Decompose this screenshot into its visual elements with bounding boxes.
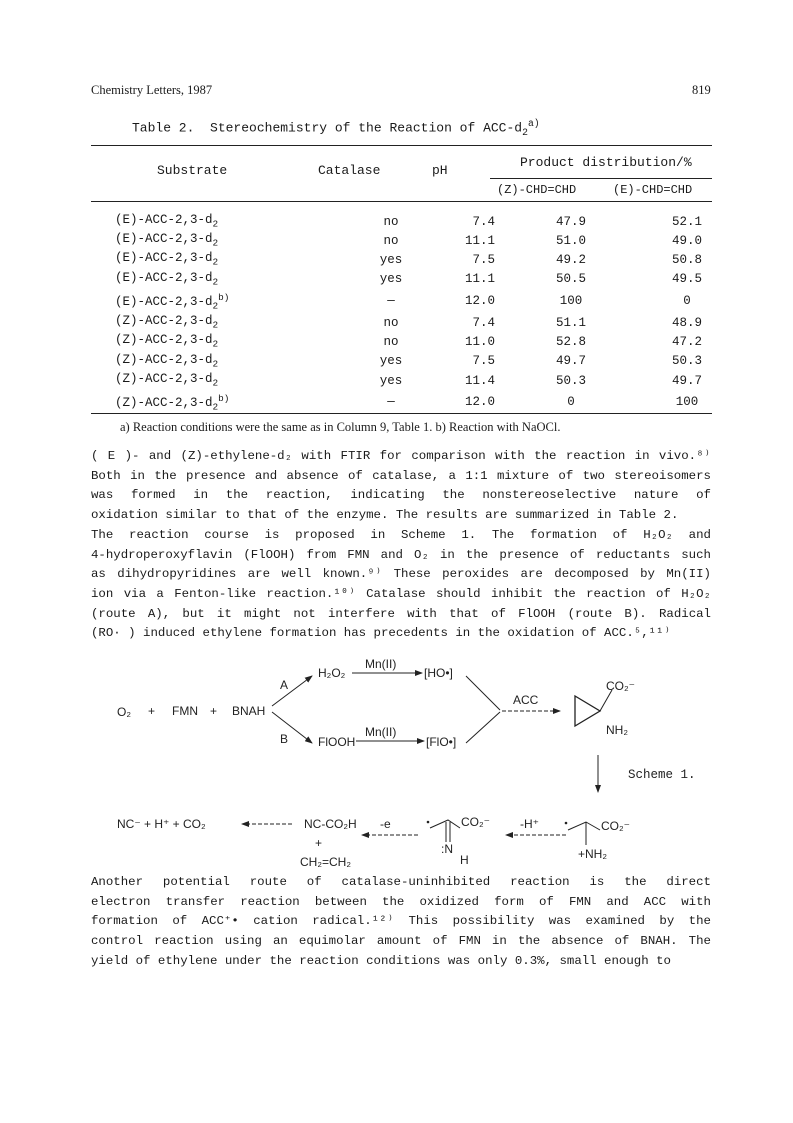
- imine-hydrogen: H: [460, 853, 469, 867]
- cell-ph: 7.5: [472, 253, 495, 268]
- radical-dot-2: [565, 822, 568, 825]
- cell-substrate: [115, 391, 345, 415]
- cell-z: 47.9: [555, 214, 586, 229]
- table-row: [115, 271, 747, 290]
- route-a-arrow: [272, 676, 312, 706]
- substrate-name: (Z)-ACC-2,3-d: [115, 333, 213, 348]
- acc-label: ACC: [513, 693, 539, 707]
- cell-substrate: [115, 232, 345, 251]
- cell-catalase: —: [387, 395, 395, 410]
- text-line: The reaction course is proposed in Scheme 1. The formation of H₂O₂ and: [91, 528, 711, 542]
- subscript-2: 2: [212, 338, 219, 350]
- text-line: (RO· ) induced ethylene formation has precedents in the oxidation of ACC.⁵,¹¹⁾: [91, 626, 672, 641]
- header-ph: pH: [432, 163, 448, 178]
- substrate-name: (Z)-ACC-2,3-d: [115, 371, 213, 386]
- table-row: [115, 372, 747, 391]
- subscript-2: 2: [212, 237, 219, 249]
- cell-catalase: yes: [379, 373, 403, 388]
- text-line: ion via a Fenton-like reaction.¹⁰⁾ Catalase should inhibit the reaction of H₂O₂: [91, 587, 711, 602]
- cell-e: 49.7: [671, 373, 702, 388]
- substrate-name: (E)-ACC-2,3-d: [115, 251, 213, 266]
- route-a-label: A: [280, 678, 289, 692]
- cell-e: 100: [675, 395, 699, 410]
- header-z-isomer: (Z)-CHD=CHD: [497, 183, 577, 197]
- hydrogen-peroxide: H₂O₂: [318, 666, 346, 680]
- converge-line-a: [466, 676, 500, 710]
- cell-substrate: [115, 333, 345, 352]
- subscript-2: 2: [212, 276, 219, 288]
- cell-z: 49.7: [555, 354, 586, 369]
- cell-ph: 11.4: [464, 373, 495, 388]
- flavin-oxy-radical: [FlO•]: [426, 735, 457, 749]
- cell-z: 52.8: [555, 335, 586, 350]
- cell-catalase: no: [383, 214, 399, 229]
- substrate-name: (E)-ACC-2,3-d: [115, 270, 213, 285]
- table-row: [115, 251, 747, 270]
- minus-proton: -H⁺: [520, 817, 539, 831]
- text-line: (route A), but it might not interfere with that of FlOOH (route B). Radical: [91, 606, 711, 621]
- substrate-name: (E)-ACC-2,3-d: [115, 294, 213, 309]
- paragraph-2: [91, 526, 711, 644]
- paragraph-1: [91, 447, 711, 526]
- table-row: [115, 333, 747, 352]
- amine-backbone: [568, 822, 600, 830]
- text-line: ( E )- and (Z)-ethylene-d₂ with FTIR for comparison with the reaction in vivo.⁸⁾: [91, 449, 711, 463]
- cell-catalase: no: [383, 233, 399, 248]
- carboxylate-3: CO₂⁻: [601, 819, 630, 833]
- text-line: was formed in the reaction, indicating the nonstereoselective nature of: [91, 488, 711, 503]
- text-line: electron transfer reaction between the oxidized form of FMN and ACC with: [91, 894, 711, 909]
- imine-nitrogen: :N: [441, 842, 453, 856]
- route-b-arrow: [272, 712, 312, 743]
- final-products: NC⁻ + H⁺ + CO₂: [117, 817, 206, 831]
- flavin-hydroperoxide: FlOOH: [318, 735, 356, 749]
- carboxylate-2: CO₂⁻: [461, 815, 490, 829]
- cell-ph: 7.4: [472, 315, 495, 330]
- subscript-2: 2: [212, 358, 219, 370]
- text-line: yield of ethylene under the reaction conditions was only 0.3%, small enough to: [91, 953, 671, 968]
- cell-catalase: no: [383, 315, 399, 330]
- cell-catalase: —: [387, 294, 395, 309]
- table-row: [115, 314, 747, 333]
- table-caption-sub: 2: [522, 126, 528, 138]
- carboxyl-bond: [600, 690, 612, 711]
- cell-z: 49.2: [555, 253, 586, 268]
- text-line: oxidation similar to that of the enzyme. The results are summarized in Table 2.: [91, 508, 679, 523]
- hydroxyl-radical: [HO•]: [424, 666, 453, 680]
- cell-substrate: [115, 271, 345, 290]
- reactant-bnah: BNAH: [232, 704, 266, 718]
- cell-substrate: [115, 372, 345, 391]
- table-span-rule: [490, 178, 712, 179]
- converge-line-b: [466, 712, 500, 743]
- table-caption-prefix: Table 2.: [132, 120, 195, 136]
- cell-e: 0: [683, 294, 691, 309]
- substrate-name: (Z)-ACC-2,3-d: [115, 396, 213, 411]
- subscript-2: 2: [212, 256, 219, 268]
- cell-ph: 11.1: [464, 272, 495, 287]
- subscript-2: 2: [212, 377, 219, 389]
- page-number: 819: [692, 83, 711, 97]
- ammonium-group: +NH₂: [578, 847, 607, 861]
- header-catalase: Catalase: [318, 163, 381, 178]
- amino-group-1: NH₂: [606, 723, 628, 737]
- substrate-name: (Z)-ACC-2,3-d: [115, 352, 213, 367]
- table-footnote: a) Reaction conditions were the same as in Column 9, Table 1. b) Reaction with NaOCl.: [120, 420, 561, 434]
- header-e-isomer: (E)-CHD=CHD: [613, 183, 693, 197]
- scheme-label: Scheme 1.: [628, 768, 696, 782]
- imine-backbone: [430, 820, 460, 828]
- cyclopropane-ring: [575, 696, 600, 726]
- header-product-distribution: Product distribution/%: [520, 155, 692, 170]
- cell-catalase: yes: [379, 354, 403, 369]
- subscript-2: 2: [212, 319, 219, 331]
- cell-e: 50.8: [671, 253, 702, 268]
- cell-e: 48.9: [671, 315, 702, 330]
- plus-1: +: [148, 704, 156, 718]
- text-line: Both in the presence and absence of catalase, a 1:1 mixture of two stereoisomers: [91, 468, 711, 483]
- cell-z: 0: [567, 395, 575, 410]
- cell-catalase: yes: [379, 253, 403, 268]
- cell-ph: 7.4: [472, 214, 495, 229]
- subscript-2: 2: [212, 401, 219, 413]
- cell-e: 49.5: [671, 272, 702, 287]
- cell-substrate: [115, 353, 345, 372]
- substrate-name: (E)-ACC-2,3-d: [115, 232, 213, 247]
- reactant-fmn: FMN: [172, 704, 198, 718]
- mn-label-b: Mn(II): [365, 725, 397, 739]
- minus-electron: -e: [380, 817, 391, 831]
- cell-ph: 12.0: [464, 294, 495, 309]
- cell-e: 47.2: [671, 335, 702, 350]
- text-line: control reaction using an equimolar amount of FMN in the absence of BNAH. The: [91, 934, 711, 949]
- cell-substrate: [115, 290, 345, 314]
- substrate-name: (E)-ACC-2,3-d: [115, 213, 213, 227]
- cell-z: 51.1: [555, 315, 586, 330]
- cell-substrate: [115, 314, 345, 333]
- reactant-o2: O₂: [117, 705, 131, 719]
- route-b-label: B: [280, 732, 289, 746]
- cell-e: 49.0: [671, 233, 702, 248]
- carboxylate-1: CO₂⁻: [606, 679, 635, 693]
- cell-substrate: [115, 251, 345, 270]
- cyanoformic-acid: NC-CO₂H: [304, 817, 357, 831]
- table-row: [115, 391, 747, 415]
- table-row: [115, 353, 747, 372]
- table-header-rule: [91, 201, 712, 202]
- cell-ph: 7.5: [472, 354, 495, 369]
- cell-ph: 12.0: [464, 395, 495, 410]
- ethylene: CH₂=CH₂: [300, 855, 351, 869]
- reaction-scheme: [0, 640, 793, 890]
- plus-3: +: [315, 836, 323, 850]
- cell-substrate: [115, 213, 345, 232]
- footnote-marker: b): [218, 392, 230, 404]
- cell-z: 50.5: [555, 272, 586, 287]
- subscript-2: 2: [212, 218, 219, 230]
- cell-z: 50.3: [555, 373, 586, 388]
- cell-z: 100: [559, 294, 583, 309]
- stereochemistry-table: [115, 213, 747, 415]
- cell-ph: 11.0: [464, 335, 495, 350]
- cell-z: 51.0: [555, 233, 586, 248]
- text-line: Another potential route of catalase-uninhibited reaction is the direct: [91, 875, 711, 889]
- text-line: 4-hydroperoxyflavin (FlOOH) from FMN and O₂ in the presence of reductants such: [91, 547, 711, 562]
- header-substrate: Substrate: [157, 163, 228, 178]
- table-top-rule: [91, 145, 712, 146]
- cell-e: 50.3: [671, 354, 702, 369]
- text-line: formation of ACC⁺• cation radical.¹²⁾ This possibility was examined by the: [91, 914, 711, 929]
- text-line: as dihydropyridines are well known.⁹⁾ These peroxides are decomposed by Mn(II): [91, 567, 711, 582]
- cell-ph: 11.1: [464, 233, 495, 248]
- journal-header: Chemistry Letters, 1987: [91, 83, 213, 97]
- substrate-name: (Z)-ACC-2,3-d: [115, 314, 213, 329]
- plus-2: +: [210, 704, 218, 718]
- mn-label-a: Mn(II): [365, 657, 397, 671]
- table-caption: [132, 118, 540, 138]
- table-row: [115, 213, 747, 232]
- table-row: [115, 290, 747, 314]
- subscript-2: 2: [212, 300, 219, 312]
- cell-catalase: no: [383, 335, 399, 350]
- table-caption-sup: a): [527, 118, 540, 129]
- paragraph-3: [91, 873, 711, 971]
- cell-catalase: yes: [379, 272, 403, 287]
- table-caption-text: Stereochemistry of the Reaction of ACC-d: [210, 120, 523, 136]
- table-row: [115, 232, 747, 251]
- cell-e: 52.1: [671, 214, 702, 229]
- radical-dot-1: [427, 821, 430, 824]
- footnote-marker: b): [218, 291, 230, 303]
